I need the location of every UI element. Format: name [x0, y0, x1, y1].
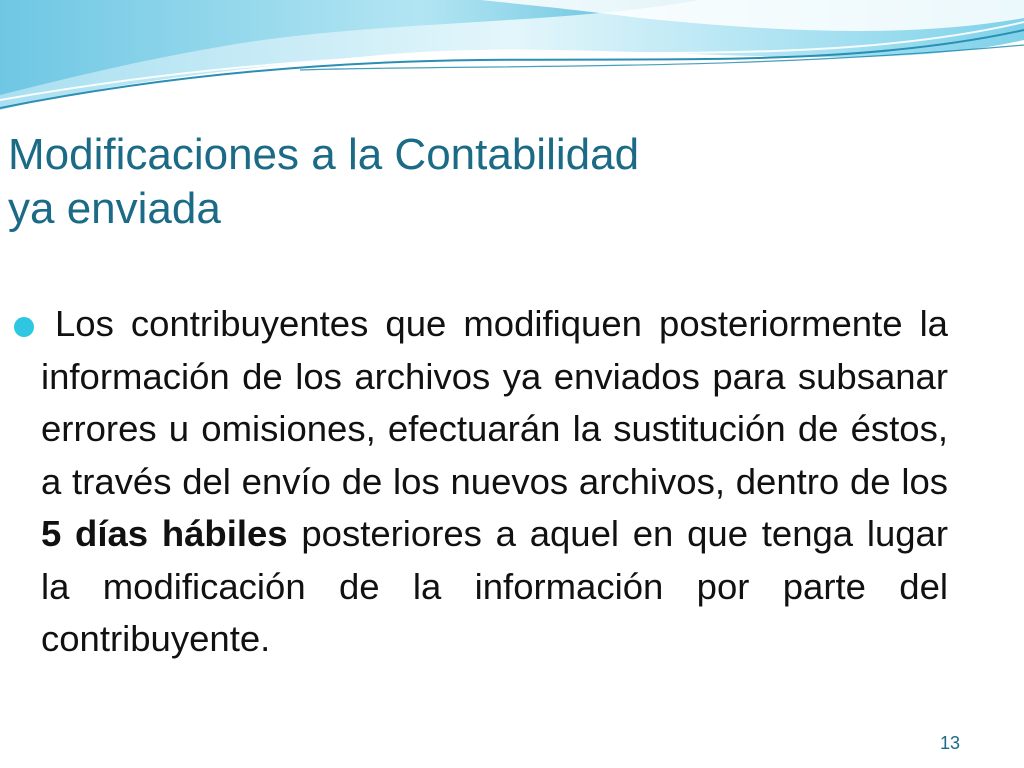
slide-title-line-1: Modificaciones a la Contabilidad [8, 130, 640, 179]
bullet-dot-icon [14, 317, 34, 337]
header-wave-decoration [0, 0, 1024, 120]
page-number: 13 [940, 733, 961, 753]
slide-title [8, 128, 908, 236]
slide-title-line-2: ya enviada [8, 184, 221, 233]
bullet-text-bold: 5 días hábiles [41, 513, 288, 554]
bullet-text-end: posteriores a aquel en que tenga lugar la modificación de la información por parte del contribuyente. [41, 513, 949, 659]
bullet-text-start: Los contribuyentes que modifiquen posteriormente la información de los archivos ya enviados para subsanar errores u omisiones, efectuarán la sustitución de éstos, a través del envío de los nuevos archivos, dentro de los [41, 303, 948, 502]
bullet-paragraph [41, 298, 948, 666]
